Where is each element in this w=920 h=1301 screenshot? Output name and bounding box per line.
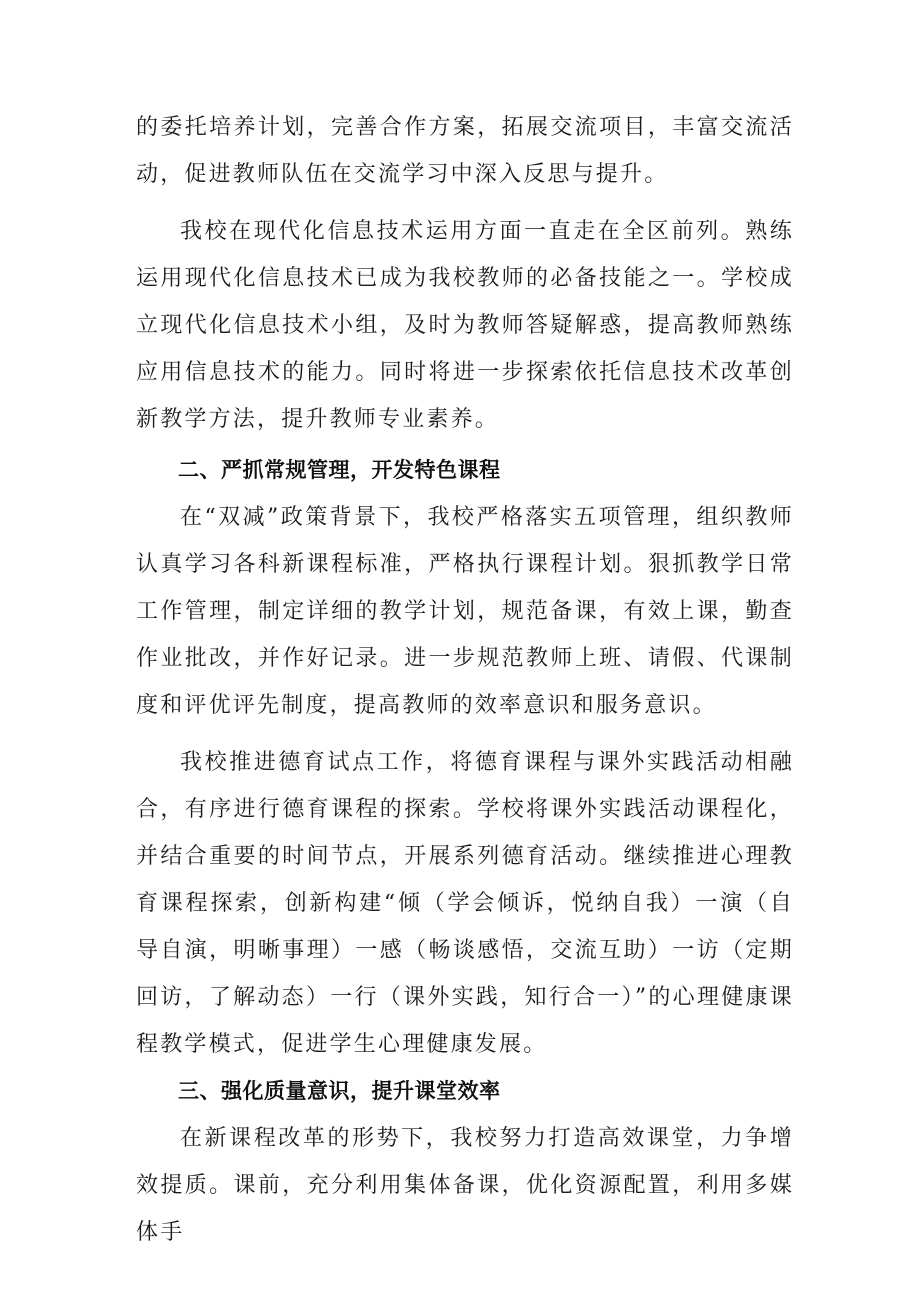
paragraph-double-reduction: 在“双减”政策背景下，我校严格落实五项管理，组织教师认真学习各科新课程标准，严格执行课程计划。狠抓教学日常工作管理，制定详细的教学计划，规范备课，有效上课，勤查作业批改，并作好记录。进一步规范教师上班、请假、代课制度和评优评先制度，提高教师的效率意识和服务意识。 [136, 505, 794, 718]
paragraph-moral-education: 我校推进德育试点工作，将德育课程与课外实践活动相融合，有序进行德育课程的探索。学校将课外实践活动课程化，并结合重要的时间节点，开展系列德育活动。继续推进心理教育课程探索，创新构建“倾（学会倾诉，悦纳自我）一演（自导自演，明晰事理）一感（畅谈感悟，交流互助）一访（定期回访，了解动态）一行（课外实践，知行合一）”的心理健康课程教学模式，促进学生心理健康发展。 [136, 750, 794, 1057]
section-heading-routine-management: 二、严抓常规管理，开发特色课程 [178, 458, 501, 482]
document-body [136, 104, 794, 1256]
paragraph-continued: 的委托培养计划，完善合作方案，拓展交流项目，丰富交流活动，促进教师队伍在交流学习中深入反思与提升。 [136, 115, 794, 187]
section-heading-quality-awareness: 三、强化质量意识，提升课堂效率 [178, 1079, 501, 1103]
paragraph-efficient-classroom: 在新课程改革的形势下，我校努力打造高效课堂，力争增效提质。课前，充分利用集体备课，优化资源配置，利用多媒体手 [136, 1126, 794, 1245]
paragraph-information-technology: 我校在现代化信息技术运用方面一直走在全区前列。熟练运用现代化信息技术已成为我校教师的必备技能之一。学校成立现代化信息技术小组，及时为教师答疑解惑，提高教师熟练应用信息技术的能力。同时将进一步探索依托信息技术改革创新教学方法，提升教师专业素养。 [136, 219, 794, 432]
